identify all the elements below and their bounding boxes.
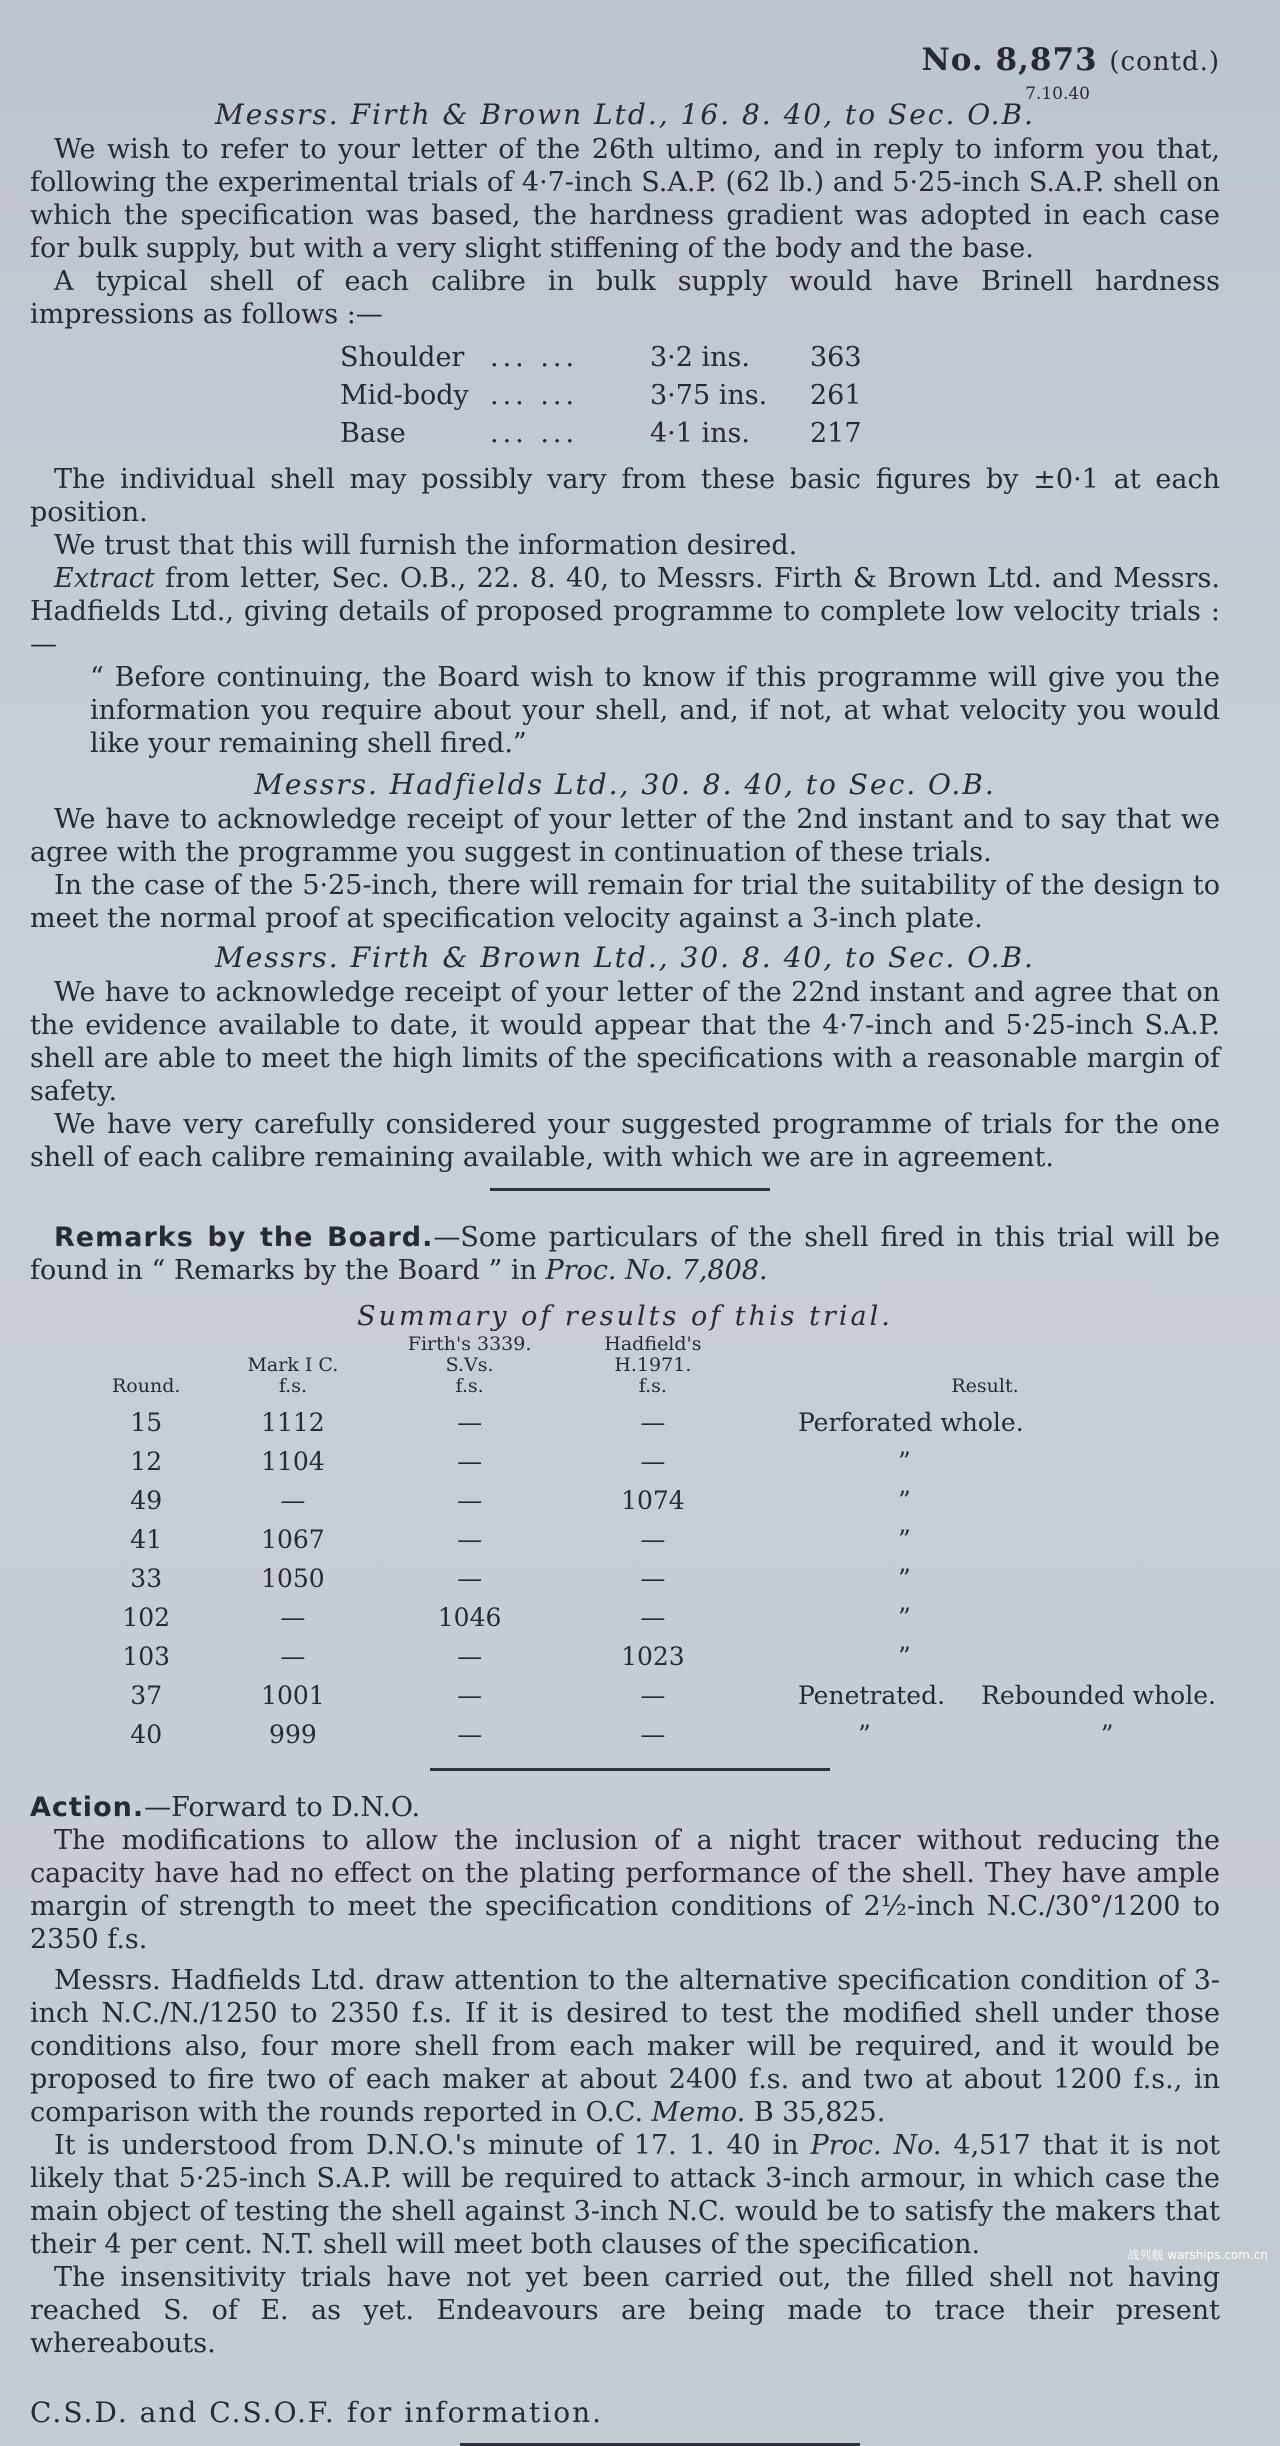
letter2-para1: We have to acknowledge receipt of your letter of the 2nd instant and to say that we agree with the programme you suggest in continuation of these trials. bbox=[30, 804, 1220, 868]
divider bbox=[430, 1768, 830, 1771]
letter3-heading: Messrs. Firth & Brown Ltd., 30. 8. 40, to Sec. O.B. bbox=[215, 941, 1035, 974]
hardness-row: Mid-body ... ... 3·75 ins. 261 bbox=[340, 380, 862, 411]
table-row: 12 1104 — — ” bbox=[130, 1447, 911, 1476]
extract-quote: “ Before continuing, the Board wish to know if this programme will give you the information you require about your shell, and, if not, at what velocity you would like your remaining shell fired.” bbox=[90, 662, 1220, 759]
letter3-para2: We have very carefully considered your suggested programme of trials for the one shell of each calibre remaining available, with which we are in agreement. bbox=[30, 1109, 1220, 1173]
table-row: 41 1067 — — ” bbox=[130, 1525, 911, 1554]
col-mark: Mark I C. f.s. bbox=[247, 1354, 339, 1397]
hardness-row: Base ... ... 4·1 ins. 217 bbox=[340, 418, 862, 449]
action-para3: It is understood from D.N.O.'s minute of 17. 1. 40 in Proc. No. 4,517 that it is not likely that 5·25-inch S.A.P. will be required to attack 3-inch armour, in which case the main object of testing the shell against 3-inch N.C. would be to satisfy the makers that their 4 per cent. N.T. shell will meet both clauses of the specification. bbox=[30, 2130, 1220, 2260]
table-row: 15 1112 — — Perforated whole. bbox=[130, 1408, 1024, 1437]
table-row: 102 — 1046 — ” bbox=[122, 1603, 911, 1632]
table-row: 33 1050 — — ” bbox=[130, 1564, 911, 1593]
table-row: 103 — — 1023 ” bbox=[122, 1642, 911, 1671]
letter1-heading: Messrs. Firth & Brown Ltd., 16. 8. 40, to Sec. O.B. bbox=[215, 98, 1035, 131]
letter1-para1: We wish to refer to your letter of the 26th ultimo, and in reply to inform you that, following the experimental trials of 4·7-inch S.A.P. (62 lb.) and 5·25-inch S.A.P. shell on which the specification was based, the hardness gradient was adopted in each case for bulk supply, but with a very slight stiffening of the body and the base. bbox=[30, 134, 1220, 264]
document-date: 7.10.40 bbox=[1025, 84, 1090, 104]
col-round: Round. bbox=[111, 1375, 181, 1397]
action-para4: The insensitivity trials have not yet been carried out, the filled shell not having reached S. of E. as yet. Endeavours are being made to trace their present whereabouts. bbox=[30, 2262, 1220, 2359]
col-firth: Firth's 3339. S.Vs. f.s. bbox=[407, 1333, 532, 1397]
table-row: 40 999 — — ” ” bbox=[130, 1720, 1114, 1749]
table-row: 49 — — 1074 ” bbox=[130, 1486, 911, 1515]
letter2-heading: Messrs. Hadfields Ltd., 30. 8. 40, to Sec. O.B. bbox=[254, 768, 996, 801]
page-header bbox=[30, 28, 1220, 104]
action-heading: Action.—Forward to D.N.O. bbox=[30, 1792, 421, 1823]
letter1-para2: A typical shell of each calibre in bulk supply would have Brinell hardness impressions as follows :— bbox=[30, 266, 1220, 330]
table-header-row bbox=[90, 1334, 1220, 1403]
col-hadfield: Hadfield's H.1971. f.s. bbox=[604, 1333, 702, 1397]
watermark: 战列舰 warships.com.cn bbox=[1127, 2248, 1268, 2262]
extract-paragraph: Extract from letter, Sec. O.B., 22. 8. 40, to Messrs. Firth & Brown Ltd. and Messrs. Hadfields Ltd., giving details of proposed programme to complete low velocity trials :— bbox=[30, 563, 1220, 660]
action-para2: Messrs. Hadfields Ltd. draw attention to the alternative specification condition of 3-inch N.C./N./1250 to 2350 f.s. If it is desired to test the modified shell under those conditions also, four more shell from each maker will be required, and it would be proposed to fire two of each maker at about 2400 f.s. and two at about 1200 f.s., in comparison with the rounds reported in O.C. Memo. B 35,825. bbox=[30, 1965, 1220, 2128]
remarks-paragraph: Remarks by the Board.—Some particulars of the shell fired in this trial will be found in “ Remarks by the Board ” in Proc. No. 7,808. bbox=[30, 1222, 1220, 1286]
action-para1: The modifications to allow the inclusion of a night tracer without reducing the capacity have had no effect on the plating performance of the shell. They have ample margin of strength to meet the specification conditions of 2½-inch N.C./30°/1200 to 2350 f.s. bbox=[30, 1825, 1220, 1955]
divider bbox=[490, 1188, 770, 1191]
document-number: No. 8,873 (contd.) bbox=[921, 42, 1220, 78]
hardness-list bbox=[340, 339, 1220, 453]
letter1-para3: The individual shell may possibly vary from these basic figures by ±0·1 at each position. bbox=[30, 464, 1220, 528]
results-table bbox=[90, 1334, 1220, 1754]
summary-title: Summary of results of this trial. bbox=[357, 1301, 893, 1332]
distribution-line: C.S.D. and C.S.O.F. for information. bbox=[30, 2396, 604, 2429]
col-result: Result. bbox=[951, 1375, 1019, 1397]
letter2-para2: In the case of the 5·25-inch, there will remain for trial the suitability of the design to meet the normal proof at specification velocity against a 3-inch plate. bbox=[30, 870, 1220, 934]
table-row: 37 1001 — — Penetrated. Rebounded whole. bbox=[130, 1681, 1216, 1710]
letter3-para1: We have to acknowledge receipt of your letter of the 22nd instant and agree that on the evidence available to date, it would appear that the 4·7-inch and 5·25-inch S.A.P. shell are able to meet the high limits of the specifications with a reasonable margin of safety. bbox=[30, 977, 1220, 1107]
hardness-row: Shoulder ... ... 3·2 ins. 363 bbox=[340, 342, 862, 373]
letter1-para4: We trust that this will furnish the information desired. bbox=[54, 530, 798, 561]
